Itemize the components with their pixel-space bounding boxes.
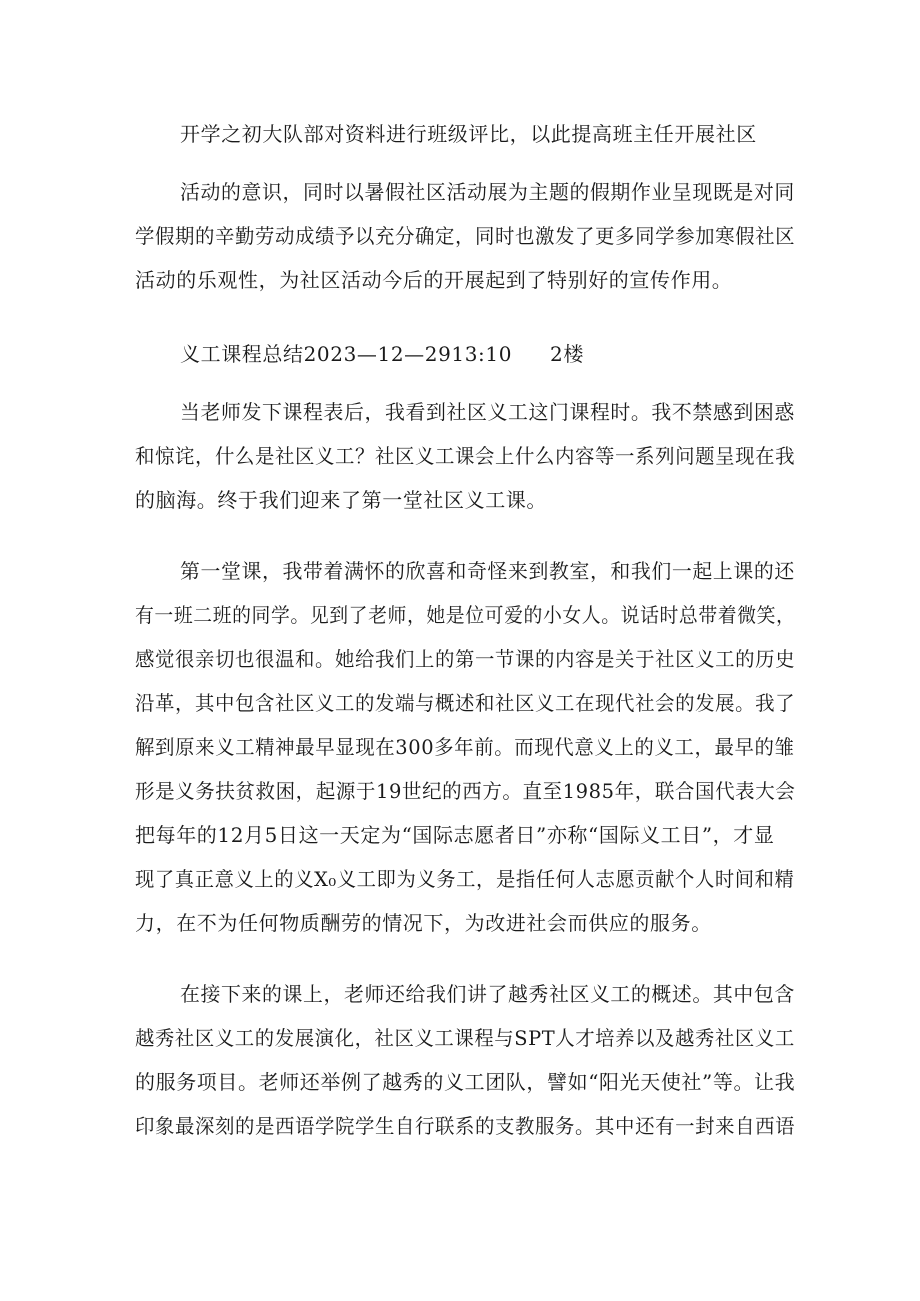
post-title-time: 义工课程总结2023—12—2913:10	[180, 342, 513, 366]
paragraph-2-line-1: 当老师发下课程表后，我看到社区义工这门课程时。我不禁感到困惑	[180, 400, 795, 424]
paragraph-3-line-2: 有一班二班的同学。见到了老师，她是位可爱的小女人。说话时总带着微笑，	[135, 603, 796, 627]
paragraph-4-line-2: 越秀社区义工的发展演化，社区义工课程与SPT人才培养以及越秀社区义工	[135, 1026, 795, 1050]
paragraph-3-line-7: 把每年的12月5日这一天定为“国际志愿者日”亦称“国际义工日”，才显	[135, 823, 775, 847]
paragraph-1-line-2: 活动的意识，同时以暑假社区活动展为主题的假期作业呈现既是对同	[180, 180, 795, 204]
paragraph-3-line-5: 解到原来义工精神最早显现在300多年前。而现代意义上的义工，最早的雏	[135, 735, 795, 759]
paragraph-4-line-1: 在接下来的课上，老师还给我们讲了越秀社区义工的概述。其中包含	[180, 982, 795, 1006]
post-meta	[180, 340, 795, 368]
paragraph-4-line-4: 印象最深刻的是西语学院学生自行联系的支教服务。其中还有一封来自西语	[135, 1114, 796, 1138]
paragraph-3-line-1: 第一堂课，我带着满怀的欣喜和奇怪来到教室，和我们一起上课的还	[180, 559, 795, 583]
paragraph-3-line-3: 感觉很亲切也很温和。她给我们上的第一节课的内容是关于社区义工的历史	[135, 647, 796, 671]
paragraph-3-line-6: 形是义务扶贫救困，起源于19世纪的西方。直至1985年，联合国代表大会	[135, 779, 796, 803]
paragraph-4-line-3: 的服务项目。老师还举例了越秀的义工团队，譬如“阳光天使社”等。让我	[135, 1070, 796, 1094]
paragraph-3-line-9: 力，在不为任何物质酬劳的情况下，为改进社会而供应的服务。	[135, 911, 712, 935]
paragraph-1-line-3: 学假期的辛勤劳动成绩予以充分确定，同时也激发了更多同学参加寒假社区	[135, 224, 796, 248]
paragraph-2-line-3: 的脑海。终于我们迎来了第一堂社区义工课。	[135, 488, 547, 512]
paragraph-3-line-8: 现了真正意义上的义X₀义工即为义务工，是指任何人志愿贡献个人时间和精	[135, 867, 795, 891]
paragraph-3-line-4: 沿革，其中包含社区义工的发端与概述和社区义工在现代社会的发展。我了	[135, 691, 796, 715]
post-floor: 2楼	[550, 342, 584, 366]
paragraph-1-line-1: 开学之初大队部对资料进行班级评比，以此提高班主任开展社区	[180, 122, 757, 146]
paragraph-1-line-4: 活动的乐观性，为社区活动今后的开展起到了特别好的宣传作用。	[135, 268, 733, 292]
paragraph-2-line-2: 和惊诧，什么是社区义工？社区义工课会上什么内容等一系列问题呈现在我	[135, 444, 796, 468]
